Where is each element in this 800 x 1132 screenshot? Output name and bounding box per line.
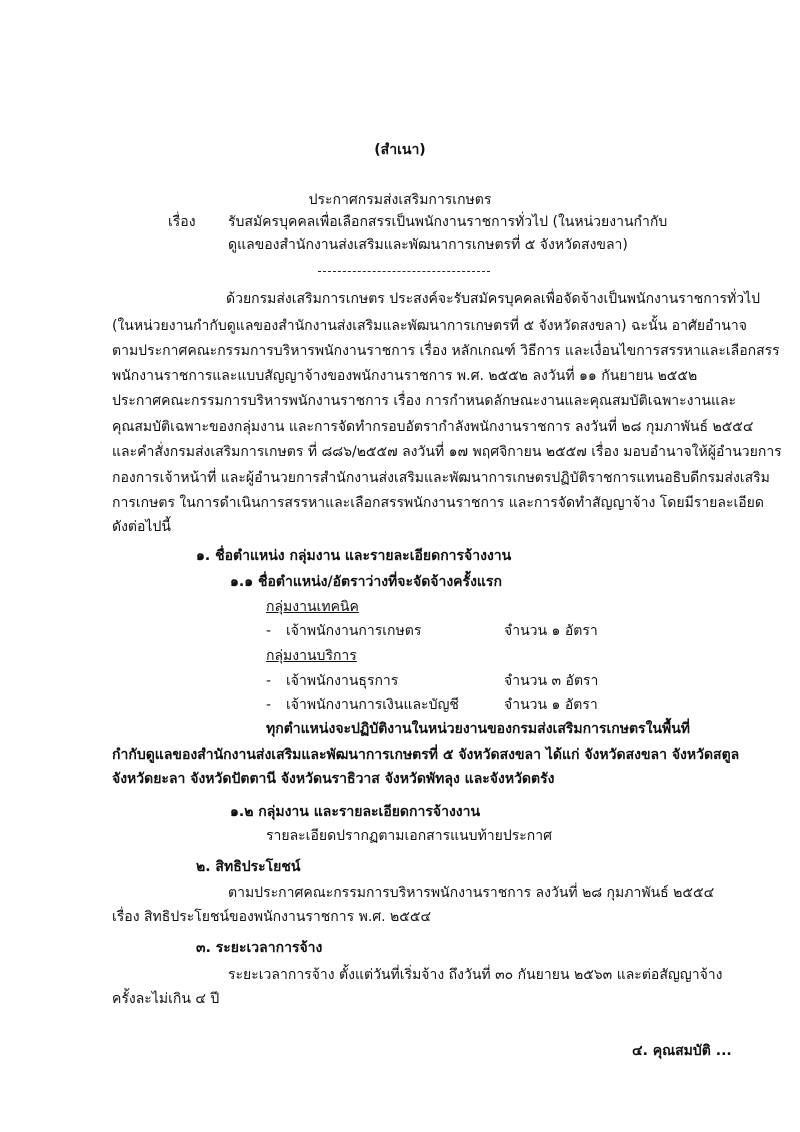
separator-rule bbox=[318, 271, 490, 272]
intro-line: การเกษตร ในการดำเนินการสรรหาและเลือกสรรพนักงานราชการ และการจัดทำสัญญาจ้าง โดยมีรายละเอียด bbox=[112, 495, 764, 511]
section-3-line: ระยะเวลาการจ้าง ตั้งแต่วันที่เริ่มจ้าง ถึงวันที่ ๓๐ กันยายน ๒๕๖๓ และต่อสัญญาจ้าง bbox=[228, 967, 723, 983]
bullet: - bbox=[266, 697, 272, 713]
intro-line: กองการเจ้าหน้าที่ และผู้อำนวยการสำนักงานส่งเสริมและพัฒนาการเกษตรปฏิบัติราชการแทนอธิบดีกรมส่งเสริม bbox=[112, 470, 770, 486]
section-2-line: เรื่อง สิทธิประโยชน์ของพนักงานราชการ พ.ศ. ๒๕๕๔ bbox=[112, 909, 432, 925]
section-2-heading: ๒. สิทธิประโยชน์ bbox=[196, 859, 301, 875]
group-technical-label: กลุ่มงานเทคนิค bbox=[266, 599, 359, 615]
intro-line: ตามประกาศคณะกรรมการบริหารพนักงานราชการ เรื่อง หลักเกณฑ์ วิธีการ และเงื่อนไขการสรรหาและเลือกสรร bbox=[112, 343, 780, 359]
copy-mark: (สำเนา) bbox=[374, 142, 426, 158]
area-note-line: จังหวัดยะลา จังหวัดปัตตานี จังหวัดนราธิวาส จังหวัดพัทลุง และจังหวัดตรัง bbox=[112, 771, 555, 787]
announcement-title: ประกาศกรมส่งเสริมการเกษตร bbox=[308, 192, 492, 208]
position-title: เจ้าพนักงานการเกษตร bbox=[286, 623, 422, 639]
intro-line: ด้วยกรมส่งเสริมการเกษตร ประสงค์จะรับสมัครบุคคลเพื่อจัดจ้างเป็นพนักงานราชการทั่วไป bbox=[226, 291, 761, 307]
subject-label: เรื่อง bbox=[168, 214, 196, 230]
intro-line: ประกาศคณะกรรมการบริหารพนักงานราชการ เรื่อง การกำหนดลักษณะงานและคุณสมบัติเฉพาะงานและ bbox=[112, 393, 737, 409]
subject-line-2: ดูแลของสำนักงานส่งเสริมและพัฒนาการเกษตรที่ ๕ จังหวัดสงขลา) bbox=[228, 237, 628, 253]
section-3-line: ครั้งละไม่เกิน ๔ ปี bbox=[112, 991, 220, 1007]
position-count: จำนวน ๑ อัตรา bbox=[504, 623, 598, 639]
position-title: เจ้าพนักงานการเงินและบัญชี bbox=[286, 697, 459, 713]
section-1-heading: ๑. ชื่อตำแหน่ง กลุ่มงาน และรายละเอียดการจ้างงาน bbox=[196, 548, 512, 564]
position-count: จำนวน ๑ อัตรา bbox=[504, 697, 598, 713]
page-continuation: ๔. คุณสมบัติ ... bbox=[632, 1043, 732, 1059]
section-1-2-text: รายละเอียดปรากฏตามเอกสารแนบท้ายประกาศ bbox=[266, 828, 553, 844]
intro-line: (ในหน่วยงานกำกับดูแลของสำนักงานส่งเสริมและพัฒนาการเกษตรที่ ๕ จังหวัดสงขลา) ฉะนั้น อาศัยอำนาจ bbox=[112, 318, 747, 334]
intro-line: ดังต่อไปนี้ bbox=[112, 519, 171, 535]
group-service-label: กลุ่มงานบริการ bbox=[266, 648, 357, 664]
bullet: - bbox=[266, 673, 272, 689]
section-2-line: ตามประกาศคณะกรรมการบริหารพนักงานราชการ ลงวันที่ ๒๘ กุมภาพันธ์ ๒๕๕๔ bbox=[228, 885, 715, 901]
intro-line: คุณสมบัติเฉพาะของกลุ่มงาน และการจัดทำกรอบอัตรากำลังพนักงานราชการ ลงวันที่ ๒๘ กุมภาพันธ์ ๒๕๕๔ bbox=[112, 419, 754, 435]
position-title: เจ้าพนักงานธุรการ bbox=[286, 673, 399, 689]
subject-line-1: รับสมัครบุคคลเพื่อเลือกสรรเป็นพนักงานราชการทั่วไป (ในหน่วยงานกำกับ bbox=[228, 214, 668, 230]
intro-line: และคำสั่งกรมส่งเสริมการเกษตร ที่ ๘๘๖/๒๕๕๗ ลงวันที่ ๑๗ พฤศจิกายน ๒๕๕๗ เรื่อง มอบอำนาจให้ผู้อำนวยการ bbox=[112, 444, 782, 460]
intro-line: พนักงานราชการและแบบสัญญาจ้างของพนักงานราชการ พ.ศ. ๒๕๕๒ ลงวันที่ ๑๑ กันยายน ๒๕๕๒ bbox=[112, 368, 698, 384]
area-note-line: กำกับดูแลของสำนักงานส่งเสริมและพัฒนาการเกษตรที่ ๕ จังหวัดสงขลา ได้แก่ จังหวัดสงขลา จังหวัดสตูล bbox=[112, 747, 740, 763]
area-note-line: ทุกตำแหน่งจะปฏิบัติงานในหน่วยงานของกรมส่งเสริมการเกษตรในพื้นที่ bbox=[266, 721, 690, 737]
section-3-heading: ๓. ระยะเวลาการจ้าง bbox=[196, 940, 323, 956]
position-count: จำนวน ๓ อัตรา bbox=[504, 673, 599, 689]
section-1-2-heading: ๑.๒ กลุ่มงาน และรายละเอียดการจ้างงาน bbox=[230, 804, 481, 820]
section-1-1-heading: ๑.๑ ชื่อตำแหน่ง/อัตราว่างที่จะจัดจ้างครั้งแรก bbox=[230, 574, 502, 590]
bullet: - bbox=[266, 623, 272, 639]
